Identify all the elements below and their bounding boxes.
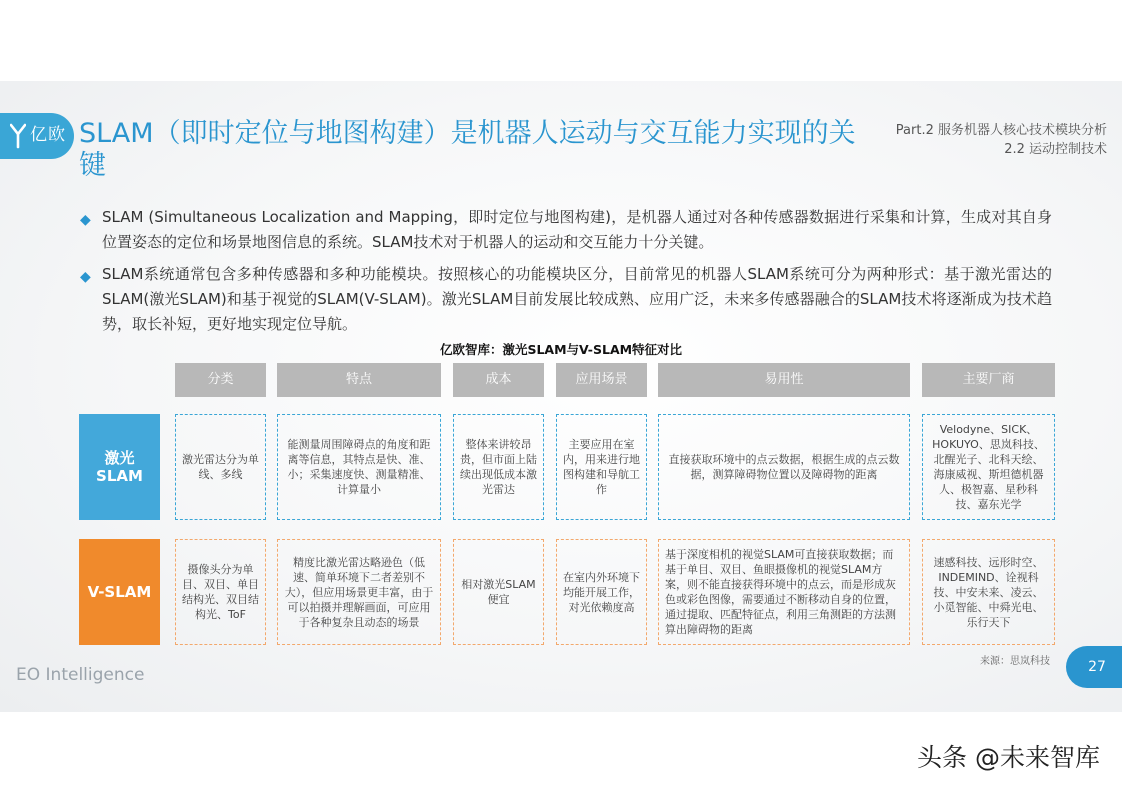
part-line-2: 2.2 运动控制技术 bbox=[1004, 142, 1107, 157]
bullet-text: SLAM (Simultaneous Localization and Mapping，即时定位与地图构建)，是机器人通过对各种传感器数据进行采集和计算，生成对其自身位置姿态的定位和场景地图信息的系统。SLAM技术对于机器人的运动和交互能力十分关键。 bbox=[102, 208, 1052, 251]
table-cell: 主要应用在室内，用来进行地图构建和导航工作 bbox=[556, 414, 647, 520]
table-cell: 精度比激光雷达略逊色（低速、简单环境下二者差别不大），但应用场景更丰富，由于可以拍摄并理解画面，可应用于各种复杂且动态的场景 bbox=[277, 539, 441, 645]
watermark: 头条 @未来智库 bbox=[917, 743, 1100, 772]
table-title: 亿欧智库：激光SLAM与V-SLAM特征对比 bbox=[439, 342, 683, 357]
table-cell: 基于深度相机的视觉SLAM可直接获取数据；而基于单目、双目、鱼眼摄像机的视觉SLAM方案，则不能直接获得环境中的点云，而是形成灰色或彩色图像，需要通过不断移动自身的位置，通过提取、匹配特征点，利用三角测距的方法测算出障碍物的距离 bbox=[658, 539, 910, 645]
source-note: 来源：思岚科技 bbox=[980, 656, 1050, 667]
header-cost: 成本 bbox=[453, 363, 544, 397]
table-cell: 速感科技、远形时空、INDEMIND、诠视科技、中安未来、凌云、小觅智能、中舜光电、乐行天下 bbox=[922, 539, 1055, 645]
page-title: SLAM（即时定位与地图构建）是机器人运动与交互能力实现的关键 bbox=[79, 118, 856, 181]
table-cell: 激光雷达分为单线、多线 bbox=[175, 414, 266, 520]
brand-footer: EO Intelligence bbox=[16, 665, 145, 685]
header-usability: 易用性 bbox=[658, 363, 910, 397]
section-label bbox=[896, 121, 1107, 159]
y-logo-icon bbox=[10, 123, 26, 149]
table-cell: 摄像头分为单目、双目、单目结构光、双目结构光、ToF bbox=[175, 539, 266, 645]
row-label-laser-slam: 激光 SLAM bbox=[79, 414, 160, 520]
table-cell: 能测量周围障碍点的角度和距离等信息，其特点是快、准、小；采集速度快、测量精准、计算量小 bbox=[277, 414, 441, 520]
logo-text: 亿欧 bbox=[30, 125, 66, 145]
diamond-bullet-icon: ◆ bbox=[80, 269, 91, 285]
table-cell: Velodyne、SICK、HOKUYO、思岚科技、北醒光子、北科天绘、海康威视、斯坦德机器人、极智嘉、星秒科技、嘉东光学 bbox=[922, 414, 1055, 520]
diamond-bullet-icon: ◆ bbox=[80, 212, 91, 228]
table-cell: 相对激光SLAM便宜 bbox=[453, 539, 544, 645]
header-features: 特点 bbox=[277, 363, 441, 397]
eo-logo bbox=[0, 113, 74, 159]
header-scenarios: 应用场景 bbox=[556, 363, 647, 397]
table-cell: 在室内外环境下均能开展工作，对光依赖度高 bbox=[556, 539, 647, 645]
table-cell: 整体来讲较昂贵，但市面上陆续出现低成本激光雷达 bbox=[453, 414, 544, 520]
row-label-v-slam: V-SLAM bbox=[79, 539, 160, 645]
part-line-1: Part.2 服务机器人核心技术模块分析 bbox=[895, 123, 1107, 138]
header-category: 分类 bbox=[175, 363, 266, 397]
page-number: 27 bbox=[1066, 646, 1122, 688]
bullet-text: SLAM系统通常包含多种传感器和多种功能模块。按照核心的功能模块区分，目前常见的机器人SLAM系统可分为两种形式：基于激光雷达的SLAM(激光SLAM)和基于视觉的SLAM(V-SLAM)。激光SLAM目前发展比较成熟、应用广泛，未来多传感器融合的SLAM技术将逐渐成为技术趋势，取长补短，更好地实现定位导航。 bbox=[102, 265, 1052, 333]
header-vendors: 主要厂商 bbox=[922, 363, 1055, 397]
bullet-item bbox=[80, 262, 1052, 337]
table-cell: 直接获取环境中的点云数据，根据生成的点云数据，测算障碍物位置以及障碍物的距离 bbox=[658, 414, 910, 520]
bullet-item bbox=[80, 205, 1052, 255]
